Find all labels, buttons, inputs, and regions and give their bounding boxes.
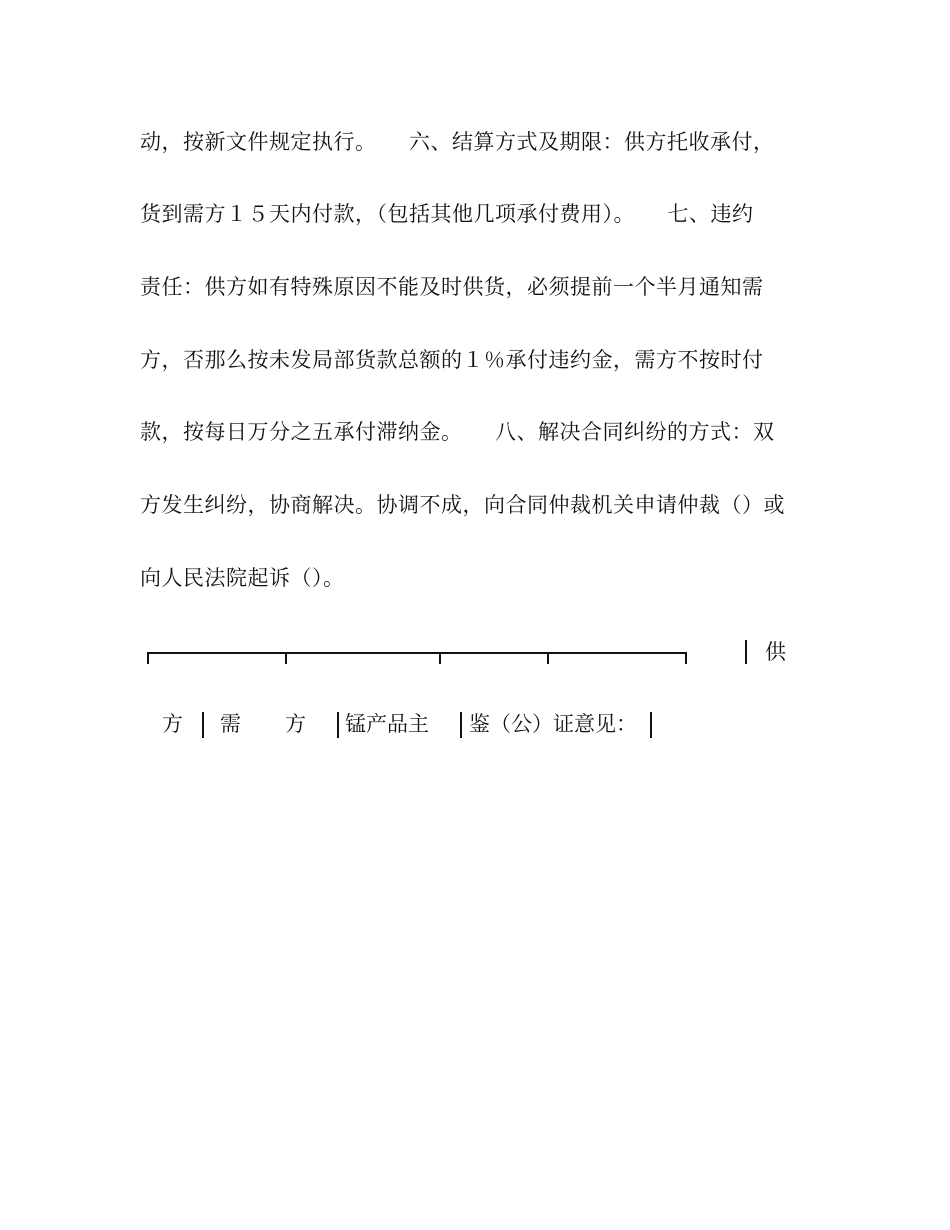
table-column-tick bbox=[285, 652, 287, 664]
table-column-divider bbox=[337, 712, 339, 738]
table-header-supplier: 供 bbox=[765, 640, 786, 664]
table-column-tick bbox=[439, 652, 441, 664]
table-column-divider bbox=[202, 712, 204, 738]
table-column-divider bbox=[460, 712, 462, 738]
table-column-tick bbox=[685, 652, 687, 664]
table-top-border bbox=[147, 652, 687, 654]
body-text-line: 款，按每日万分之五承付滞纳金。 八、解决合同纠纷的方式：双 bbox=[140, 420, 775, 444]
table-cell-manganese: 锰产品主 bbox=[345, 712, 429, 736]
body-text-line: 向人民法院起诉（）。 bbox=[140, 566, 345, 590]
table-column-divider bbox=[745, 640, 747, 664]
body-text-line: 货到需方１５天内付款，（包括其他几项承付费用）。 七、违约 bbox=[140, 202, 754, 226]
body-text-line: 动，按新文件规定执行。 六、结算方式及期限：供方托收承付， bbox=[140, 130, 775, 154]
body-text-line: 责任：供方如有特殊原因不能及时供货，必须提前一个半月通知需 bbox=[140, 275, 764, 299]
body-text-line: 方发生纠纷，协商解决。协调不成，向合同仲裁机关申请仲裁（）或 bbox=[140, 493, 785, 517]
table-cell-buyer-2: 方 bbox=[285, 712, 306, 736]
table-column-tick bbox=[147, 652, 149, 664]
table-column-divider bbox=[650, 712, 652, 738]
table-cell-buyer-1: 需 bbox=[220, 712, 241, 736]
table-cell-supplier: 方 bbox=[162, 712, 183, 736]
table-cell-notarization: 鉴（公）证意见： bbox=[469, 712, 637, 736]
table-column-tick bbox=[547, 652, 549, 664]
body-text-line: 方，否那么按未发局部货款总额的１％承付违约金，需方不按时付 bbox=[140, 348, 764, 372]
